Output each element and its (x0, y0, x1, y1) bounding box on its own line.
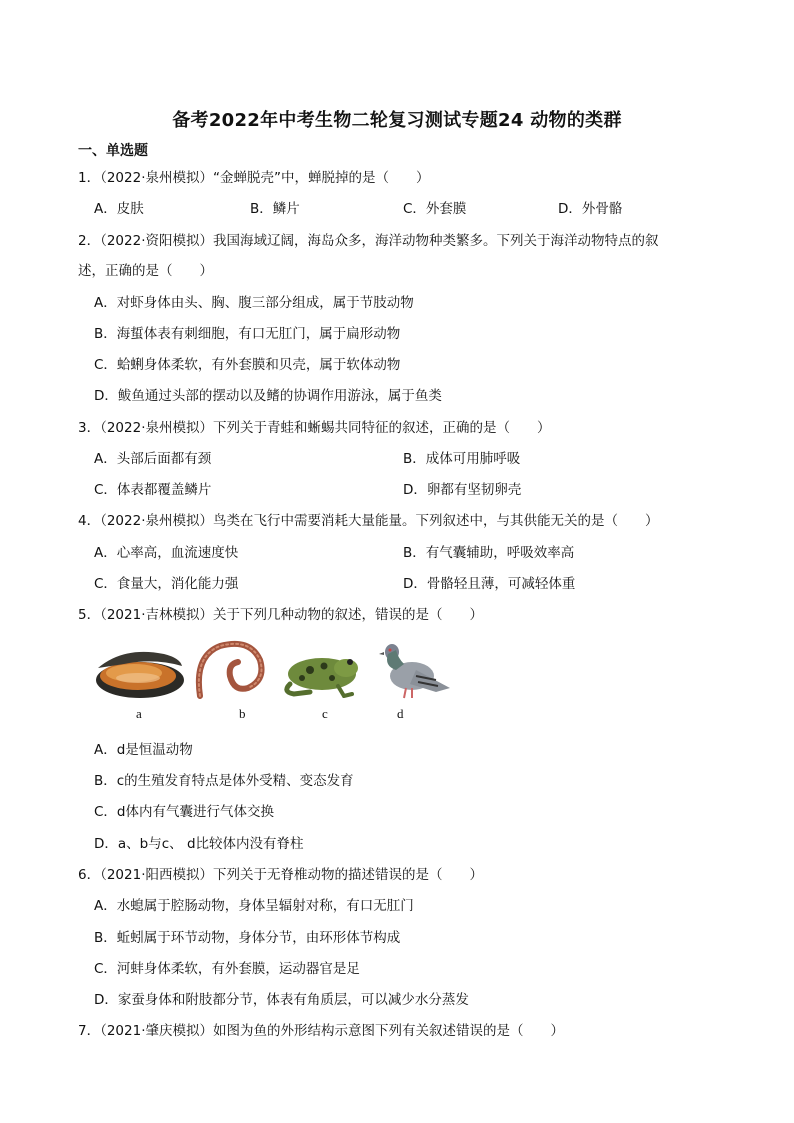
q4-option-c: C．食量大，消化能力强 (94, 576, 239, 592)
q6-option-b: B．蚯蚓属于环节动物，身体分节，由环形体节构成 (94, 930, 401, 946)
q5-option-c: C．d体内有气囊进行气体交换 (94, 804, 274, 820)
q6-option-c: C．河蚌身体柔软，有外套膜，运动器官是足 (94, 961, 360, 977)
image-label-b: b (239, 706, 246, 721)
question-6-stem: 6．（2021·阳西模拟）下列关于无脊椎动物的描述错误的是（ ） (78, 867, 483, 883)
q1-option-b: B．鳞片 (250, 201, 300, 217)
q5-option-a: A．d是恒温动物 (94, 742, 193, 758)
q3-option-a: A．头部后面都有颈 (94, 451, 212, 467)
q6-option-a: A．水螅属于腔肠动物，身体呈辐射对称，有口无肛门 (94, 898, 414, 914)
question-2-stem: 2．（2022·资阳模拟）我国海域辽阔，海岛众多，海洋动物种类繁多。下列关于海洋动物特点的叙 (78, 233, 659, 249)
q3-option-d: D．卵都有坚韧卵壳 (403, 482, 522, 498)
q2-option-b: B．海蜇体表有刺细胞，有口无肛门，属于扁形动物 (94, 326, 401, 342)
q4-option-b: B．有气囊辅助，呼吸效率高 (403, 545, 575, 561)
q1-option-a: A．皮肤 (94, 201, 144, 217)
q4-option-a: A．心率高，血流速度快 (94, 545, 239, 561)
question-3-stem: 3．（2022·泉州模拟）下列关于青蛙和蜥蜴共同特征的叙述，正确的是（ ） (78, 420, 551, 436)
question-7-stem: 7．（2021·肇庆模拟）如图为鱼的外形结构示意图下列有关叙述错误的是（ ） (78, 1023, 564, 1039)
q3-option-b: B．成体可用肺呼吸 (403, 451, 521, 467)
q1-option-d: D．外骨骼 (558, 201, 623, 217)
question-5-stem: 5．（2021·吉林模拟）关于下列几种动物的叙述，错误的是（ ） (78, 607, 483, 623)
image-label-a: a (136, 706, 142, 721)
q3-option-c: C．体表都覆盖鳞片 (94, 482, 212, 498)
frog-image (280, 644, 362, 698)
image-label-d: d (397, 706, 404, 721)
document-title: 备考2022年中考生物二轮复习测试专题24 动物的类群 (172, 110, 622, 131)
mussel-image (94, 640, 186, 704)
question-2-stem-cont: 述，正确的是（ ） (78, 263, 213, 279)
q5-option-d: D．a、b与c、 d比较体内没有脊柱 (94, 836, 304, 852)
q6-option-d: D．家蚕身体和附肢都分节，体表有角质层，可以减少水分蒸发 (94, 992, 469, 1008)
q5-option-b: B．c的生殖发育特点是体外受精、变态发育 (94, 773, 354, 789)
question-4-stem: 4．（2022·泉州模拟）鸟类在飞行中需要消耗大量能量。下列叙述中，与其供能无关的是（ ） (78, 513, 659, 529)
q2-option-c: C．蛤蜊身体柔软，有外套膜和贝壳，属于软体动物 (94, 357, 401, 373)
question-1-stem: 1．（2022·泉州模拟）“金蝉脱壳”中，蝉脱掉的是（ ） (78, 170, 430, 186)
image-label-c: c (322, 706, 328, 721)
section-heading: 一、单选题 (78, 143, 148, 159)
q4-option-d: D．骨骼轻且薄，可减轻体重 (403, 576, 576, 592)
q2-option-a: A．对虾身体由头、胸、腹三部分组成，属于节肢动物 (94, 295, 414, 311)
pigeon-image (376, 636, 452, 706)
q2-option-d: D．鲅鱼通过头部的摆动以及鳍的协调作用游泳，属于鱼类 (94, 388, 442, 404)
earthworm-image (190, 636, 270, 706)
q1-option-c: C．外套膜 (403, 201, 467, 217)
